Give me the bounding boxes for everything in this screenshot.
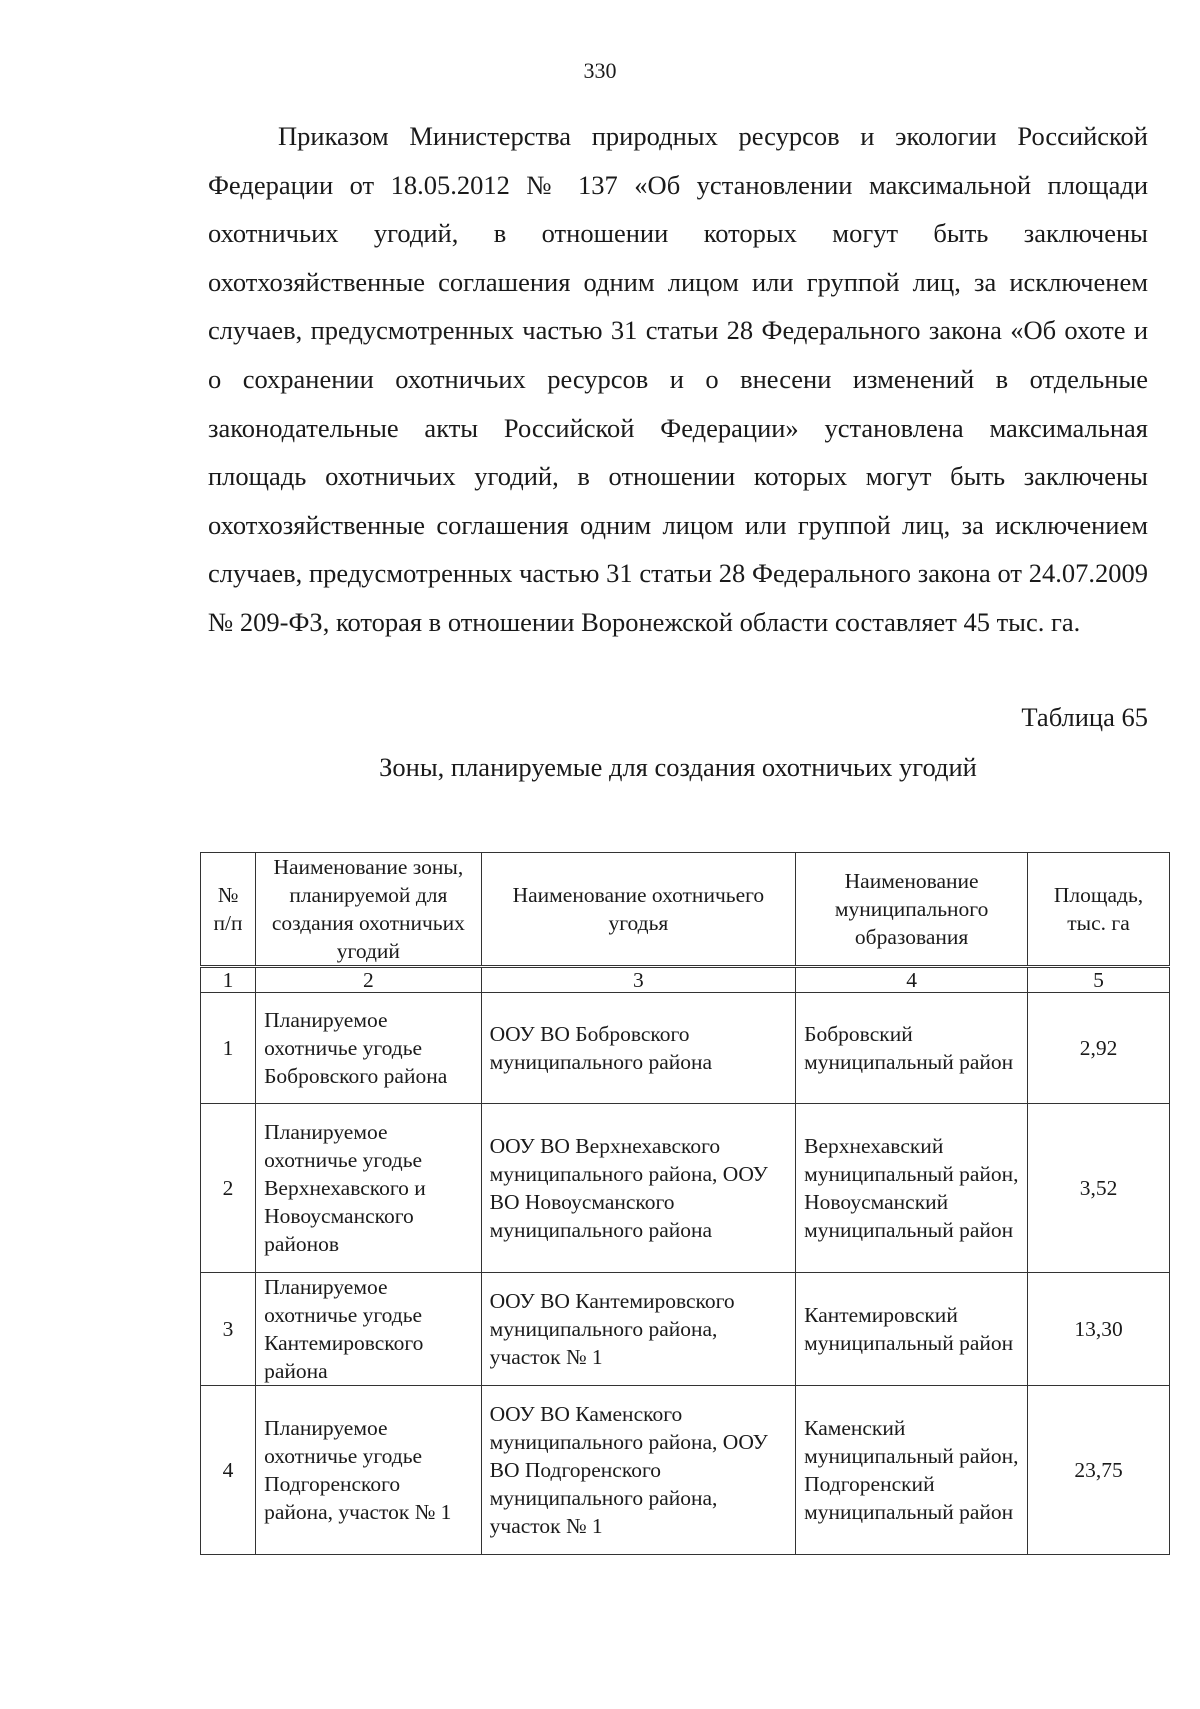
- row-land: ООУ ВО Бобровского муниципального района: [481, 993, 796, 1104]
- hunting-zones-table: [200, 852, 1170, 1555]
- row-zone: Планируемое охотничье угодье Верхнехавского и Новоусманского районов: [256, 1104, 482, 1273]
- header-num: № п/п: [201, 853, 256, 967]
- row-area: 23,75: [1028, 1386, 1170, 1555]
- column-number: 1: [201, 967, 256, 993]
- table-label: Таблица 65: [1021, 702, 1148, 732]
- body-paragraph: Приказом Министерства природных ресурсов и экологии Российской Федерации от 18.05.2012 № 137 «Об установлении максимальной площади охотничьих угодий, в отношении которых могут быть заключены охотхозяйственные соглашения одним лицом или группой лиц, за исключенем случаев, предусмотренных частью 31 статьи 28 Федерального закона «Об охоте и о сохранении охотничьих ресурсов и о внесени изменений в отдельные законодательные акты Российской Федерации» установлена максимальная площадь охотничьих угодий, в отношении которых могут быть заключены охотхозяйственные соглашения одним лицом или группой лиц, за исключением случаев, предусмотренных частью 31 статьи 28 Федерального закона от 24.07.2009 № 209-ФЗ, которая в отношении Воронежской области составляет 45 тыс. га.: [208, 121, 1148, 637]
- header-land: Наименование охотничьего угодья: [481, 853, 796, 967]
- row-municipality: Кантемировский муниципальный район: [796, 1273, 1028, 1386]
- row-area: 3,52: [1028, 1104, 1170, 1273]
- header-area: Площадь, тыс. га: [1028, 853, 1170, 967]
- row-num: 1: [201, 993, 256, 1104]
- header-zone: Наименование зоны, планируемой для создания охотничьих угодий: [256, 853, 482, 967]
- row-land: ООУ ВО Верхнехавского муниципального района, ООУ ВО Новоусманского муниципального района: [481, 1104, 796, 1273]
- table-row: [201, 993, 1170, 1104]
- row-municipality: Каменский муниципальный район, Подгоренский муниципальный район: [796, 1386, 1028, 1555]
- row-area: 2,92: [1028, 993, 1170, 1104]
- row-num: 3: [201, 1273, 256, 1386]
- row-area: 13,30: [1028, 1273, 1170, 1386]
- table-row: [201, 1273, 1170, 1386]
- column-number: 5: [1028, 967, 1170, 993]
- row-zone: Планируемое охотничье угодье Бобровского района: [256, 993, 482, 1104]
- row-municipality: Верхнехавский муниципальный район, Новоусманский муниципальный район: [796, 1104, 1028, 1273]
- column-number: 4: [796, 967, 1028, 993]
- column-number: 3: [481, 967, 796, 993]
- table-title: Зоны, планируемые для создания охотничьих угодий: [379, 752, 977, 782]
- row-num: 2: [201, 1104, 256, 1273]
- column-number-row: [201, 967, 1170, 993]
- table-row: [201, 1104, 1170, 1273]
- header-municipality: Наименование муниципального образования: [796, 853, 1028, 967]
- row-municipality: Бобровский муниципальный район: [796, 993, 1028, 1104]
- row-zone: Планируемое охотничье угодье Кантемировского района: [256, 1273, 482, 1386]
- table-row: [201, 1386, 1170, 1555]
- page-number: 330: [583, 58, 617, 83]
- column-number: 2: [256, 967, 482, 993]
- row-land: ООУ ВО Кантемировского муниципального района, участок № 1: [481, 1273, 796, 1386]
- table-header-row: [201, 853, 1170, 967]
- row-num: 4: [201, 1386, 256, 1555]
- row-zone: Планируемое охотничье угодье Подгоренского района, участок № 1: [256, 1386, 482, 1555]
- row-land: ООУ ВО Каменского муниципального района, ООУ ВО Подгоренского муниципального района, участок № 1: [481, 1386, 796, 1555]
